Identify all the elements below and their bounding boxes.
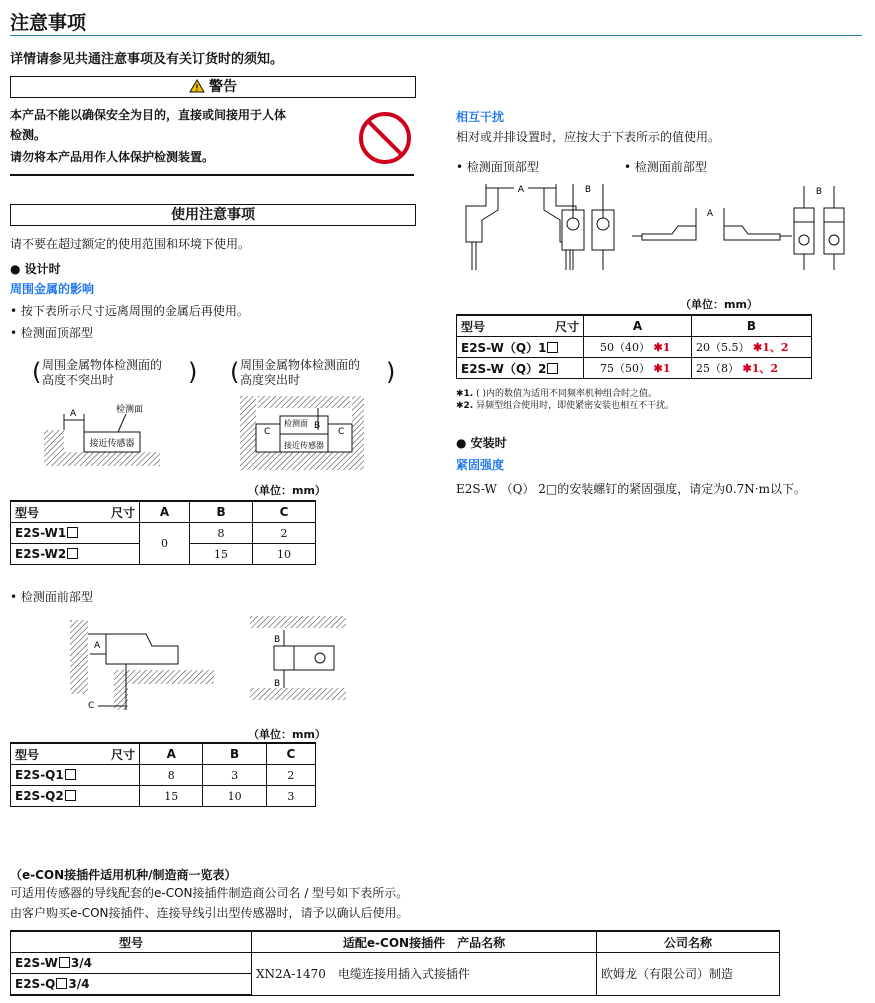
svg-text:A: A <box>70 409 77 419</box>
svg-text:C: C <box>264 427 271 437</box>
econ-heading: （e-CON接插件适用机种/制造商一览表） <box>10 868 237 882</box>
page-title: 注意事项 <box>10 12 87 34</box>
design-heading: ● 设计时 <box>10 262 61 276</box>
usage-header: 使用注意事项 <box>10 204 416 226</box>
mutual-table: 型号 尺寸 A B E2S-W（Q）1 50（40） ✱1 20（5.5） ✱1、2 E2S-W（Q）2 75（50） ✱1 25（8） ✱1、2 <box>456 314 812 379</box>
mutual-bullet-top: • 检测面顶部型 <box>456 160 539 174</box>
warning-line3: 请勿将本产品用作人体保护检测装置。 <box>10 150 215 164</box>
metal-heading: 周围金属的影响 <box>10 282 95 296</box>
caption-left <box>42 358 162 388</box>
diagram-top-protrude <box>238 394 364 472</box>
caption-right-1: 周围金属物体检测面的 <box>240 358 361 372</box>
install-sub: 紧固强度 <box>456 458 505 472</box>
face-label: 检测面 <box>116 405 144 415</box>
prohibit-icon <box>357 110 413 169</box>
warning-line1: 本产品不能以确保安全为目的，直接或间接用于人体 <box>10 108 287 122</box>
mutual-diagram <box>458 178 858 278</box>
table-row: E2S-W1 0 8 2 <box>11 523 316 544</box>
table-row: E2S-W（Q）1 50（40） ✱1 20（5.5） ✱1、2 <box>457 337 812 358</box>
metal-table-top <box>10 500 316 565</box>
diagram-front-left <box>68 618 218 712</box>
econ-line1: 可适用传感器的导线配套的e-CON接插件制造商公司名 / 型号如下表所示。 <box>10 886 409 900</box>
metal-table-front: 型号 尺寸 A B C E2S-Q1 8 3 2 E2S-Q2 15 10 3 <box>10 742 316 807</box>
warning-line2: 检测。 <box>10 128 47 142</box>
svg-text:B: B <box>274 679 281 689</box>
front-bullet: • 检测面前部型 <box>10 590 93 604</box>
mutual-heading: 相互干扰 <box>456 110 505 124</box>
table-row: E2S-Q 3/4 <box>11 974 780 996</box>
page-subtitle: 详情请参见共通注意事项及有关订货时的须知。 <box>10 52 284 67</box>
caption-left-1: 周围金属物体检测面的 <box>42 358 163 372</box>
table-head-c: C <box>253 501 316 523</box>
econ-line2: 由客户购买e-CON接插件、连接导线引出型传感器时，请予以确认后使用。 <box>10 906 409 920</box>
caption-left-2: 高度不突出时 <box>42 373 115 387</box>
mutual-bullet-front: • 检测面前部型 <box>624 160 707 174</box>
sensor-label: 接近传感器 <box>89 439 135 449</box>
usage-intro: 请不要在超过额定的使用范围和环境下使用。 <box>10 237 251 251</box>
metal-bullet1: • 按下表所示尺寸远离周围的金属后再使用。 <box>10 304 249 318</box>
caption-right-2: 高度突出时 <box>240 373 301 387</box>
diagram-top-flush <box>40 398 170 468</box>
svg-text:B: B <box>314 421 321 431</box>
table-row: E2S-Q1 8 3 2 <box>11 765 316 786</box>
mutual-desc: 相对或并排设置时，应按大于下表所示的值使用。 <box>456 130 721 144</box>
svg-text:B: B <box>815 187 823 197</box>
sensor-label-2: 接近传感器 <box>284 441 324 450</box>
table-head-model: 型号 尺寸 <box>11 743 140 765</box>
table-head-a: A <box>140 501 190 523</box>
warning-triangle-icon <box>189 79 205 99</box>
svg-text:B: B <box>584 185 592 195</box>
unit-label-1: （单位：mm） <box>248 484 326 497</box>
econ-table: 型号 适配e-CON接插件 产品名称 公司名称 E2S-W 3/4 XN2A-1470 电缆连接用插入式接插件 欧姆龙（有限公司）制造 E2S-Q 3/4 <box>10 930 780 996</box>
warning-rule <box>10 174 414 176</box>
svg-text:A: A <box>94 641 101 651</box>
paren-open-2: ( <box>230 358 240 386</box>
install-desc: E2S-W （Q） 2□的安装螺钉的紧固强度，请定为0.7N·m以下。 <box>456 482 807 496</box>
table-row: E2S-W 3/4 XN2A-1470 电缆连接用插入式接插件 欧姆龙（有限公司）制造 <box>11 953 780 974</box>
face-label-2: 检测面 <box>284 419 308 428</box>
svg-text:A: A <box>706 209 714 219</box>
svg-text:A: A <box>517 185 525 195</box>
unit-label-3: （单位：mm） <box>680 298 758 311</box>
install-heading: ● 安装时 <box>456 436 507 450</box>
warning-header-label: 警告 <box>209 79 237 95</box>
table-head-model: 型号 尺寸 <box>11 501 140 523</box>
metal-bullet2: • 检测面顶部型 <box>10 326 93 340</box>
table-row: E2S-W（Q）2 75（50） ✱1 25（8） ✱1、2 <box>457 358 812 379</box>
warning-header <box>10 76 416 98</box>
paren-open: ( <box>32 358 42 386</box>
note1: ✱1. ( )内的数值为适用不同频率机种组合时之值。 <box>456 389 657 399</box>
caption-right <box>240 358 360 388</box>
unit-label-2: （单位：mm） <box>248 728 326 741</box>
diagram-front-right <box>248 614 348 704</box>
table-row: E2S-W2 15 10 <box>11 544 316 565</box>
svg-text:C: C <box>338 427 345 437</box>
note2: ✱2. 异频型组合使用时，即使紧密安装也相互不干扰。 <box>456 401 675 411</box>
paren-close: ) <box>188 358 198 386</box>
title-rule <box>10 35 862 36</box>
svg-text:B: B <box>274 635 281 645</box>
table-row: E2S-Q2 15 10 3 <box>11 786 316 807</box>
paren-close-2: ) <box>386 358 396 386</box>
table-head-b: B <box>190 501 253 523</box>
svg-text:C: C <box>88 701 95 711</box>
